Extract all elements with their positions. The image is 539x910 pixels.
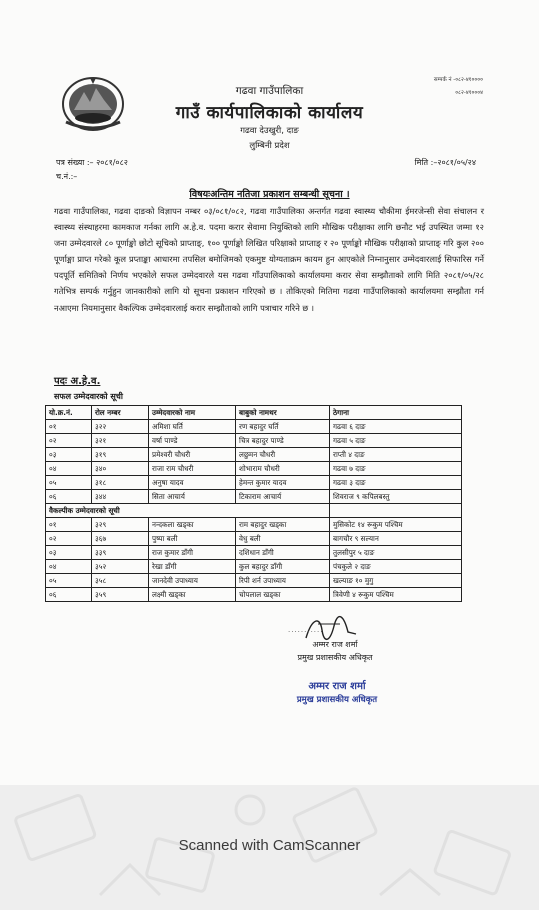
cell-address: पंचकुले २ दाङ	[330, 560, 462, 574]
cell-serial: ०२	[46, 532, 92, 546]
cell-roll: ३५२	[92, 560, 149, 574]
dispatch-number: च.नं.:–	[56, 172, 78, 181]
table-row	[46, 546, 462, 560]
cell-address: तुलसीपुर ५ दाङ	[330, 546, 462, 560]
official-stamp-name: अम्मर राज शर्मा	[308, 681, 366, 692]
cell-name: राज कुमार डाँगी	[149, 546, 236, 560]
table-row	[46, 448, 462, 462]
signatory-name: अम्मर राज शर्मा	[312, 640, 358, 649]
candidate-table	[45, 405, 462, 602]
official-stamp-title: प्रमुख प्रशासकीय अधिकृत	[296, 695, 378, 705]
cell-name: राजा राम चौधरी	[149, 462, 236, 476]
cell-address: शिवराज ९ कपिलबस्तु	[330, 490, 462, 504]
cell-name: सिता आचार्य	[149, 490, 236, 504]
cell-father: टिकाराम आचार्य	[236, 490, 330, 504]
cell-roll: ३२९	[92, 518, 149, 532]
cell-address: गढवा ३ दाङ	[330, 476, 462, 490]
success-list-title: सफल उम्मेदवारको सूची	[54, 392, 123, 401]
empty-cell	[330, 504, 462, 518]
cell-name: वर्षा पाण्डे	[149, 434, 236, 448]
table-row	[46, 490, 462, 504]
cell-father: हेमन्त कुमार यादव	[236, 476, 330, 490]
notice-subject: विषयःअन्तिम नतिजा प्रकाशन सम्बन्धी सूचना ।	[189, 189, 350, 200]
camscanner-watermark-footer	[0, 785, 539, 910]
cell-serial: ०६	[46, 588, 92, 602]
cell-address: गढवा ५ दाङ	[330, 434, 462, 448]
cell-serial: ०४	[46, 560, 92, 574]
table-row	[46, 420, 462, 434]
cell-father: चित्र बहादुर पाण्डे	[236, 434, 330, 448]
cell-name: जानदेवी उपाध्याय	[149, 574, 236, 588]
header-serial-no: यो.क्र.नं.	[46, 406, 92, 420]
header-candidate-name: उम्मेदवारको नाम	[149, 406, 236, 420]
cell-address: गढवा ७ दाङ	[330, 462, 462, 476]
cell-name: पुष्पा बली	[149, 532, 236, 546]
table-row	[46, 462, 462, 476]
cell-father: रण बहादुर घर्ति	[236, 420, 330, 434]
cell-father: वेधु बली	[236, 532, 330, 546]
cell-serial: ०१	[46, 518, 92, 532]
table-header-row	[46, 406, 462, 420]
contact-line-2: ०८२-४१०००४	[455, 90, 483, 96]
table-row	[46, 476, 462, 490]
header-address: ठेगाना	[330, 406, 462, 420]
table-row	[46, 574, 462, 588]
cell-serial: ०३	[46, 546, 92, 560]
notice-body: गढवा गाउँपालिका, गढवा दाङको विज्ञापन नम्बर ०३/०८१/०८२, गढवा गाउँपालिका अन्तर्गत गढवा स्वास्थ्य चौकीमा ईमरजेन्सी सेवा संचालन र स्वास्थ्य संस्थाहरमा कामकाज गर्नका लागि अ.हे.व. पदमा करार सेवामा नियुक्तिको लागि मौखिक परीक्षाका लागि छनौट भई उपस्थित जम्मा १२ जना उम्मेदवारले ८० पूर्णाङ्को छोटो सूचिको प्राप्ताङ्, १०० पूर्णाङ्को लिखित परिक्षाको प्राप्ताङ् र २० पूर्णाङ्को मौखिक परीक्षाको प्राप्ताङ् गरि कुल २०० पूर्णाङ्मा प्राप्त गरेको कूल प्रप्ताङ्का आधारमा तपसिल बमोजिमको एकमुष्ट योग्यताक्रम कायम हुन आएकोले निम्नानुसार उम्मेदवारलाई सिफारिस गर्ने पदपूर्ति समितिको निर्णय भएकोले सफल उम्मेदवारले यस गढवा गाँउपालिकाको कार्यालयमा करार सेवा सम्झौताको लागि मिति २०८१/०५/२८ गतेभित्र सम्पर्क गर्नुहुन जानकारीको लागि यो सूचना प्रकाशन गरिएको छ । तोकिएको मितिमा गढवा गाउँपालिकाको कार्यालयमा सम्झौता गर्न नआएमा नियमानुसार वैकल्पिक उम्मेदवारलाई करार सम्झौताको लागि पत्राचार गरिने छ ।	[54, 206, 484, 313]
contact-line-1: सम्पर्क नं -०८२-४१००००	[433, 77, 483, 83]
cell-roll: ३२२	[92, 420, 149, 434]
table-row	[46, 518, 462, 532]
camscanner-label: Scanned with CamScanner	[178, 837, 361, 854]
header-roll-no: रोल नम्बर	[92, 406, 149, 420]
empty-cell	[236, 504, 330, 518]
cell-name: नन्दकला खड्का	[149, 518, 236, 532]
cell-serial: ०५	[46, 476, 92, 490]
cell-roll: ३६७	[92, 532, 149, 546]
cell-address: राप्ती ४ दाङ	[330, 448, 462, 462]
cell-name: प्रमेश्वरी चौधरी	[149, 448, 236, 462]
table-row	[46, 560, 462, 574]
cell-roll: ३५८	[92, 574, 149, 588]
table-row	[46, 588, 462, 602]
cell-name: अनुषा यादव	[149, 476, 236, 490]
cell-name: अमिशा घर्ति	[149, 420, 236, 434]
org-name: गढवा गाउँपालिका	[235, 85, 304, 97]
cell-serial: ०१	[46, 420, 92, 434]
post-label: पदः अ.हे.व.	[54, 376, 101, 387]
cell-father: कुल बहादुर डाँगी	[236, 560, 330, 574]
table-row	[46, 434, 462, 448]
cell-father: दशिधान डाँगी	[236, 546, 330, 560]
table-row	[46, 532, 462, 546]
letter-reference-number: पत्र संख्या :– २०८१/०८२	[56, 158, 128, 167]
cell-serial: ०२	[46, 434, 92, 448]
cell-serial: ०६	[46, 490, 92, 504]
alternate-section-row	[46, 504, 462, 518]
cell-roll: ३४४	[92, 490, 149, 504]
province-name: लुम्बिनी प्रदेश	[249, 141, 290, 151]
cell-name: लक्ष्मी खड्का	[149, 588, 236, 602]
cell-father: शोभाराम चौधरी	[236, 462, 330, 476]
cell-address: बागचौर ९ सल्यान	[330, 532, 462, 546]
cell-roll: ३१९	[92, 448, 149, 462]
cell-father: रिपी शर्न उपाध्याय	[236, 574, 330, 588]
letter-date: मिति :–२०८१/०५/२४	[414, 158, 476, 167]
cell-father: लछुमन चौधरी	[236, 448, 330, 462]
cell-serial: ०५	[46, 574, 92, 588]
cell-serial: ०३	[46, 448, 92, 462]
signatory-title: प्रमुख प्रशासकीय अधिकृत	[297, 653, 373, 662]
cell-roll: ३२१	[92, 434, 149, 448]
cell-roll: ३३९	[92, 546, 149, 560]
cell-roll: ३४०	[92, 462, 149, 476]
cell-roll: ३१८	[92, 476, 149, 490]
cell-address: मुसिकोट १४ रूकुम पश्चिम	[330, 518, 462, 532]
office-address: गढवा देउखुरी, दाङ	[240, 126, 299, 136]
cell-address: खल्याङ १० मुगु	[330, 574, 462, 588]
cell-serial: ०४	[46, 462, 92, 476]
header-father-name: बाबुको नामथर	[236, 406, 330, 420]
cell-address: त्रिवेणी ४ रूकुम पश्चिम	[330, 588, 462, 602]
signature-line: ...........	[288, 626, 324, 634]
alternate-list-title: वैकल्पीक उम्मेदवारको सूची	[46, 504, 236, 518]
cell-father: चोपलाल खड्का	[236, 588, 330, 602]
cell-address: गढवा ६ दाङ	[330, 420, 462, 434]
office-title: गाउँ कार्यपालिकाको कार्यालय	[175, 103, 364, 123]
cell-father: राम बहादुर खड्का	[236, 518, 330, 532]
cell-name: रेखा डाँगी	[149, 560, 236, 574]
cell-roll: ३५९	[92, 588, 149, 602]
